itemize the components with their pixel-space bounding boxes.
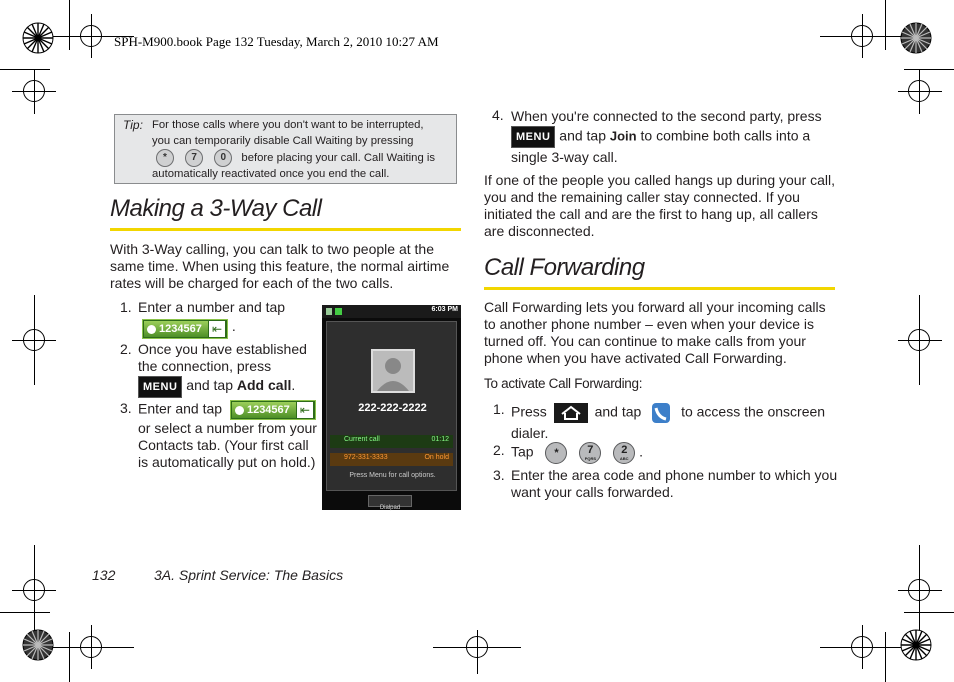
heading-rule bbox=[110, 228, 461, 231]
step-4-text-c: to combine both calls into a single 3-way call. bbox=[511, 127, 811, 165]
section-heading-3-way-call: Making a 3-Way Call bbox=[110, 195, 322, 222]
step-2-text: Once you have established the connection, press bbox=[138, 341, 307, 374]
current-call-label: Current call bbox=[344, 436, 380, 443]
step-2-period: . bbox=[291, 377, 296, 394]
tip-line-1: For those calls where you don't want to be interrupted, bbox=[152, 119, 424, 131]
add-call-arrow-icon: ⇤ bbox=[297, 402, 313, 418]
menu-hint: Press Menu for call options. bbox=[349, 472, 436, 479]
seven-pqrs-key-icon: 7 PQRS bbox=[579, 442, 601, 464]
step-text bbox=[138, 341, 318, 398]
step-number: 2. bbox=[120, 341, 132, 357]
dialpad-button[interactable] bbox=[368, 495, 412, 511]
contact-photo bbox=[371, 349, 415, 393]
held-call-row bbox=[330, 453, 453, 466]
step-number: 3. bbox=[120, 400, 132, 416]
registration-rosette-icon bbox=[22, 629, 54, 661]
step-1-text: Enter a number and tap bbox=[138, 299, 286, 315]
heading-rule bbox=[484, 287, 835, 290]
tip-box bbox=[114, 114, 457, 184]
step-2-text-b: and tap bbox=[186, 377, 233, 394]
dialer-icon bbox=[648, 401, 674, 425]
notification-icon bbox=[335, 308, 342, 315]
held-call-number: 972-331-3333 bbox=[344, 454, 388, 461]
section-heading-call-forwarding: Call Forwarding bbox=[484, 254, 645, 281]
menu-key-icon: MENU bbox=[511, 126, 555, 148]
subhead-activate: To activate Call Forwarding: bbox=[484, 376, 643, 391]
held-call-status: On hold bbox=[424, 454, 449, 461]
add-call-label: Add call bbox=[236, 377, 292, 394]
step-text bbox=[138, 299, 318, 339]
star-key-icon: * bbox=[545, 442, 567, 464]
current-call-timer: 01:12 bbox=[431, 436, 449, 443]
join-label: Join bbox=[609, 128, 637, 144]
registration-rosette-icon bbox=[900, 629, 932, 661]
cf-step-2-period: . bbox=[639, 443, 644, 460]
tip-text bbox=[152, 118, 452, 183]
tip-line-2: you can temporarily disable Call Waiting by pressing bbox=[152, 134, 414, 147]
cf-step-3-text: Enter the area code and phone number to which you want your calls forwarded. bbox=[511, 467, 838, 500]
step-number: 3. bbox=[493, 467, 505, 483]
step-3-text-b: or select a number from your Contacts tab. (Your first call is automatically put on hold.) bbox=[138, 420, 317, 470]
registration-rosette-icon bbox=[900, 22, 932, 54]
home-key-icon bbox=[554, 403, 588, 423]
status-time: 6:03 PM bbox=[431, 306, 458, 313]
person-icon bbox=[373, 351, 413, 391]
zero-key-icon: 0 bbox=[214, 149, 232, 167]
add-call-arrow-icon: ⇤ bbox=[209, 321, 225, 337]
current-call-row bbox=[330, 435, 453, 448]
tip-line-3: before placing your call. Call Waiting is bbox=[241, 151, 436, 164]
menu-key-icon: MENU bbox=[138, 376, 182, 398]
dialpad-label: Dialpad bbox=[379, 505, 401, 511]
step-3-text: Enter and tap bbox=[138, 400, 223, 417]
two-abc-key-icon: 2 ABC bbox=[613, 442, 635, 464]
call-forwarding-paragraph: Call Forwarding lets you forward all your incoming calls to another phone number – even when your device is turned off. You can continue to make calls from your phone when you have activated Call Forwarding. bbox=[484, 299, 826, 366]
call-button-icon bbox=[142, 319, 228, 339]
call-button-number: 1234567 bbox=[144, 321, 208, 337]
footer-section-title: 3A. Sprint Service: The Basics bbox=[154, 567, 344, 583]
cf-step-2-text: Tap bbox=[511, 443, 534, 460]
hang-up-paragraph: If one of the people you called hangs up during your call, you and the remaining caller stay connected. If you initiated the call and are the first to hang up, all callers are disconnected. bbox=[484, 172, 836, 239]
cf-step-1-text-c: to access the onscreen dialer. bbox=[511, 403, 826, 441]
cf-step-1-text-b: and tap bbox=[594, 403, 642, 420]
step-text bbox=[511, 107, 841, 167]
star-key-icon: * bbox=[156, 149, 174, 167]
page-number: 132 bbox=[92, 567, 116, 583]
step-text bbox=[511, 442, 841, 464]
step-4-text-b: and tap bbox=[559, 127, 606, 144]
print-header: SPH-M900.book Page 132 Tuesday, March 2, 2010 10:27 AM bbox=[114, 34, 439, 49]
signal-icon bbox=[326, 308, 332, 315]
caller-number: 222-222-2222 bbox=[358, 402, 427, 414]
step-4-text: When you're connected to the second party, press bbox=[511, 108, 822, 124]
step-text bbox=[138, 400, 318, 471]
intro-paragraph: With 3-Way calling, you can talk to two people at the same time. When using this feature, the normal airtime rates will be charged for each of the two calls. bbox=[110, 241, 450, 291]
phone-screenshot bbox=[322, 305, 461, 510]
call-card bbox=[326, 321, 457, 491]
seven-key-icon: 7 bbox=[185, 149, 203, 167]
tip-line-4: automatically reactivated once you end the call. bbox=[152, 168, 390, 180]
call-button-icon bbox=[230, 400, 316, 420]
step-number: 1. bbox=[493, 401, 505, 417]
step-text bbox=[511, 401, 841, 442]
tip-label: Tip: bbox=[123, 118, 143, 132]
step-1-period: . bbox=[231, 318, 236, 335]
step-number: 1. bbox=[120, 299, 132, 315]
status-bar bbox=[322, 305, 461, 318]
step-number: 4. bbox=[492, 107, 504, 123]
registration-rosette-icon bbox=[22, 22, 54, 54]
step-number: 2. bbox=[493, 442, 505, 458]
call-button-number: 1234567 bbox=[232, 402, 296, 418]
cf-step-1-text: Press bbox=[511, 403, 547, 420]
